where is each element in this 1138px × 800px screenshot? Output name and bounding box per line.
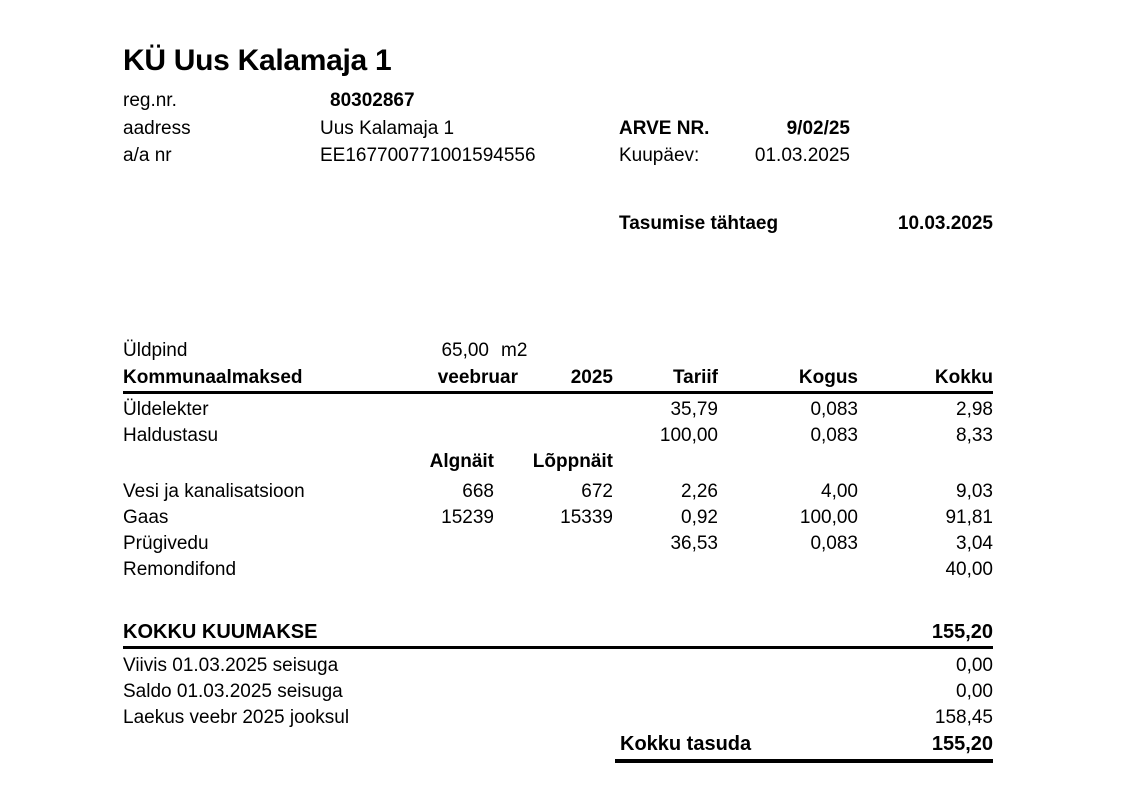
account-nr-label: a/a nr (123, 145, 172, 166)
monthly-total-value: 155,20 (931, 621, 993, 643)
row-start-reading: 668 (462, 481, 494, 502)
area-unit: m2 (501, 340, 528, 361)
table-header-rule (123, 391, 993, 394)
column-header-name: Kommunaalmaksed (123, 367, 303, 388)
row-end-reading: 15339 (560, 507, 613, 528)
column-header-total: Kokku (934, 367, 993, 388)
summary-row (123, 655, 993, 681)
row-label: Gaas (123, 507, 169, 528)
reg-nr-label: reg.nr. (123, 90, 177, 111)
column-header-end-reading: Lõppnäit (532, 451, 613, 472)
summary-value: 0,00 (956, 655, 993, 676)
page-title: KÜ Uus Kalamaja 1 (123, 44, 392, 77)
summary-label: Viivis 01.03.2025 seisuga (123, 655, 339, 676)
row-label: Üldelekter (123, 399, 209, 420)
invoice-date-label: Kuupäev: (619, 145, 700, 166)
column-header-tariff: Tariif (672, 367, 718, 388)
row-label: Prügivedu (123, 533, 209, 554)
meter-header-row (123, 451, 993, 481)
column-header-quantity: Kogus (798, 367, 858, 388)
row-total: 3,04 (956, 533, 993, 554)
table-row (123, 399, 993, 425)
row-total: 40,00 (945, 559, 993, 580)
row-quantity: 0,083 (810, 425, 858, 446)
row-tariff: 0,92 (681, 507, 718, 528)
row-end-reading: 672 (581, 481, 613, 502)
invoice-date-value: 01.03.2025 (754, 145, 850, 166)
row-quantity: 100,00 (799, 507, 858, 528)
amount-due-row (123, 733, 993, 763)
due-date-label: Tasumise tähtaeg (619, 213, 779, 234)
row-total: 8,33 (956, 425, 993, 446)
row-total: 2,98 (956, 399, 993, 420)
summary-label: Laekus veebr 2025 jooksul (123, 707, 350, 728)
column-header-year: 2025 (570, 367, 613, 388)
row-tariff: 36,53 (670, 533, 718, 554)
summary-value: 0,00 (956, 681, 993, 702)
table-row (123, 425, 993, 451)
row-quantity: 0,083 (810, 399, 858, 420)
row-total: 91,81 (945, 507, 993, 528)
amount-due-label: Kokku tasuda (620, 733, 752, 755)
row-total: 9,03 (956, 481, 993, 502)
column-header-month: veebruar (437, 367, 518, 388)
reg-nr-value: 80302867 (330, 90, 415, 111)
area-label: Üldpind (123, 340, 188, 361)
row-tariff: 100,00 (659, 425, 718, 446)
monthly-total-label: KOKKU KUUMAKSE (123, 621, 318, 643)
row-quantity: 0,083 (810, 533, 858, 554)
address-label: aadress (123, 118, 191, 139)
table-header-row (123, 367, 993, 395)
table-row (123, 481, 993, 507)
monthly-total-rule (123, 646, 993, 649)
row-quantity: 4,00 (821, 481, 858, 502)
monthly-total-row (123, 621, 993, 650)
table-row (123, 507, 993, 533)
account-nr-value: EE167700771001594556 (320, 145, 536, 166)
area-value: 65,00 (441, 340, 489, 361)
summary-row (123, 681, 993, 707)
row-tariff: 2,26 (681, 481, 718, 502)
invoice-number-value: 9/02/25 (786, 118, 850, 139)
area-row (123, 340, 993, 367)
row-start-reading: 15239 (441, 507, 494, 528)
summary-row (123, 707, 993, 733)
table-row (123, 559, 993, 585)
summary-label: Saldo 01.03.2025 seisuga (123, 681, 343, 702)
table-row (123, 533, 993, 559)
row-label: Haldustasu (123, 425, 219, 446)
row-label: Remondifond (123, 559, 237, 580)
address-value: Uus Kalamaja 1 (320, 118, 455, 139)
summary-value: 158,45 (934, 707, 993, 728)
amount-due-value: 155,20 (931, 733, 993, 755)
due-date-value: 10.03.2025 (897, 213, 993, 234)
row-tariff: 35,79 (670, 399, 718, 420)
invoice-number-label: ARVE NR. (619, 118, 710, 139)
totals-spacer (123, 585, 993, 621)
charges-table (123, 340, 993, 763)
amount-due-rule (615, 759, 993, 763)
row-label: Vesi ja kanalisatsioon (123, 481, 305, 502)
column-header-start-reading: Algnäit (429, 451, 494, 472)
